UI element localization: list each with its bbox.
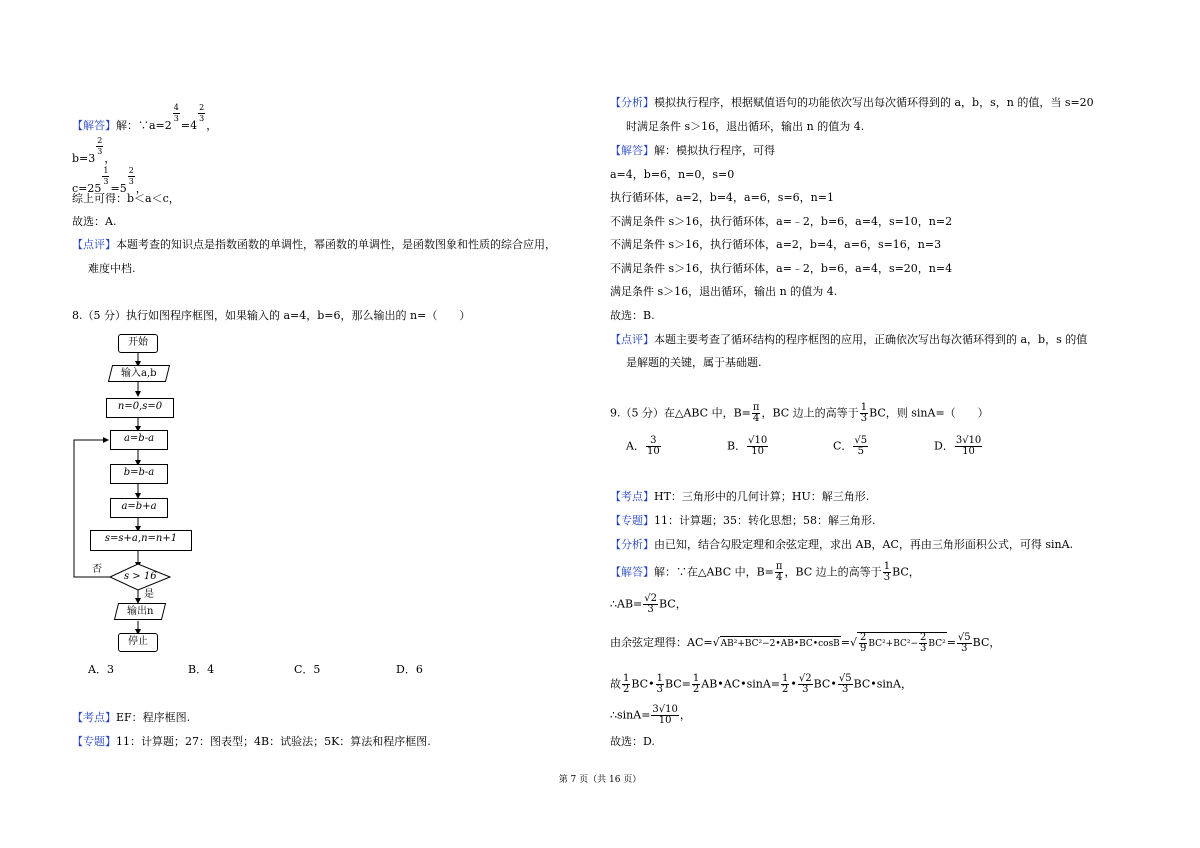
q9-area-line: 故 $\frac{1}{2}$ BC• $\frac{1}{3}$ BC= $\frac{1}{2}$ AB•AC•sinA= $\frac{1}{2}$ • $\frac{√2}{3}$ BC• $\frac{√5}{3}$ BC•sinA， [610,673,912,695]
q7-choice: 故选：A. [72,215,117,228]
q7-b-line: b=3 $\frac{2}{3}$ ， [72,136,116,165]
q9-option-b: B． $\frac{√10}{10}$ [727,435,768,457]
q7-review-line2: 难度中档. [88,262,136,275]
q8-step-line: a=4，b=6，n=0，s=0 [610,168,735,181]
q9-ab-line: ∴AB= $\frac{√2}{3}$ BC， [610,593,687,615]
page-footer: 第 7 页（共 16 页） [558,775,642,785]
answer-tag: 【解答】 [72,119,116,132]
q8-stem: 8.（5 分）执行如图程序框图，如果输入的 a=4，b=6，那么输出的 n=（ ） [72,309,471,322]
flow-step2: b=b-a [110,464,168,484]
q9-option-a: A． $\frac{3}{10}$ [626,435,660,457]
q8-choice: 故选：B. [610,309,655,322]
flow-no-label: 否 [92,564,102,575]
flow-step4: s=s+a,n=n+1 [90,530,192,551]
q8-option-d: D．6 [396,663,423,676]
flow-step3: a=b+a [110,498,168,518]
q8-option-a: A．3 [88,663,114,676]
q9-ac-line: 由余弦定理得：AC=√AB²+BC²−2•AB•BC•cosB=√ $\frac{2}{9}$ BC²+BC²− $\frac{2}{3}$ BC²= $\frac{√5}{3}$ BC， [610,631,1001,654]
q9-answer-line: 【解答】解：∵在△ABC 中，B= $\frac{\pi}{4}$ ，BC 边上的高等于 $\frac{1}{3}$ BC， [610,561,920,583]
q8-review-line1: 【点评】本题主要考查了循环结构的程序框图的应用，正确依次写出每次循环得到的 a，b，s 的值 [610,333,1088,346]
q7-conclusion: 综上可得：b＜a＜c， [72,192,180,205]
q8-kaodian: 【考点】EF：程序框图. [72,711,191,724]
flow-output: 输出n [114,603,166,620]
q9-option-d: D． $\frac{3√10}{10}$ [934,435,982,457]
q8-step-line: 执行循环体，a=2，b=4，a=6，s=6，n=1 [610,191,834,204]
q8-review-line2: 是解题的关键，属于基础题. [626,356,762,369]
q8-analysis-line1: 【分析】模拟执行程序，根据赋值语句的功能依次写出每次循环得到的 a，b，s，n 的值，当 s=20 [610,96,1094,109]
flow-start: 开始 [118,334,158,353]
q9-zhuanti: 【专题】11：计算题；35：转化思想；58：解三角形. [610,514,876,527]
q9-stem: 9.（5 分）在△ABC 中，B= $\frac{\pi}{4}$ ，BC 边上的高等于 $\frac{1}{3}$ BC，则 sinA=（ ） [610,402,989,424]
q8-option-c: C．5 [294,663,321,676]
q9-sin-line: ∴sinA= $\frac{3√10}{10}$ ， [610,704,691,726]
q9-choice: 故选：D. [610,735,655,748]
q8-analysis-line2: 时满足条件 s＞16，退出循环，输出 n 的值为 4. [626,120,865,133]
review-tag: 【点评】 [72,238,116,251]
q8-answer-line: 【解答】解：模拟执行程序，可得 [610,144,775,157]
q8-step-line: 满足条件 s＞16，退出循环，输出 n 的值为 4. [610,285,838,298]
q7-review-line1: 【点评】本题考查的知识点是指数函数的单调性，幂函数的单调性，是函数图象和性质的综合应用， [72,238,556,251]
q9-analysis: 【分析】由已知，结合勾股定理和余弦定理，求出 AB，AC，再由三角形面积公式，可得 sinA. [610,538,1074,551]
flow-input: 输入a,b [108,365,170,382]
q8-zhuanti: 【专题】11：计算题；27：图表型；4B：试验法；5K：算法和程序框图. [72,735,431,748]
flow-yes-label: 是 [144,589,154,600]
q7-c-line: c=25 $\frac{1}{3}$ =5 $\frac{2}{3}$ ， [72,166,147,195]
flow-init: n=0,s=0 [106,398,174,418]
q9-kaodian: 【考点】HT：三角形中的几何计算；HU：解三角形. [610,490,870,503]
q8-option-b: B．4 [188,663,215,676]
q9-option-c: C． $\frac{√5}{5}$ [833,435,868,457]
flow-stop: 停止 [118,633,158,652]
flow-step1: a=b-a [110,430,168,450]
q8-step-line: 不满足条件 s＞16，执行循环体，a=﹣2，b=6，a=4，s=20，n=4 [610,262,953,275]
q8-step-line: 不满足条件 s＞16，执行循环体，a=﹣2，b=6，a=4，s=10，n=2 [610,215,953,228]
flow-cond: s > 16 [124,571,157,582]
q7-answer-line: 【解答】解：∵a=2 $\frac{4}{3}$ =4 $\frac{2}{3}$ ， [72,103,218,132]
q8-step-line: 不满足条件 s＞16，执行循环体，a=2，b=4，a=6，s=16，n=3 [610,238,942,251]
